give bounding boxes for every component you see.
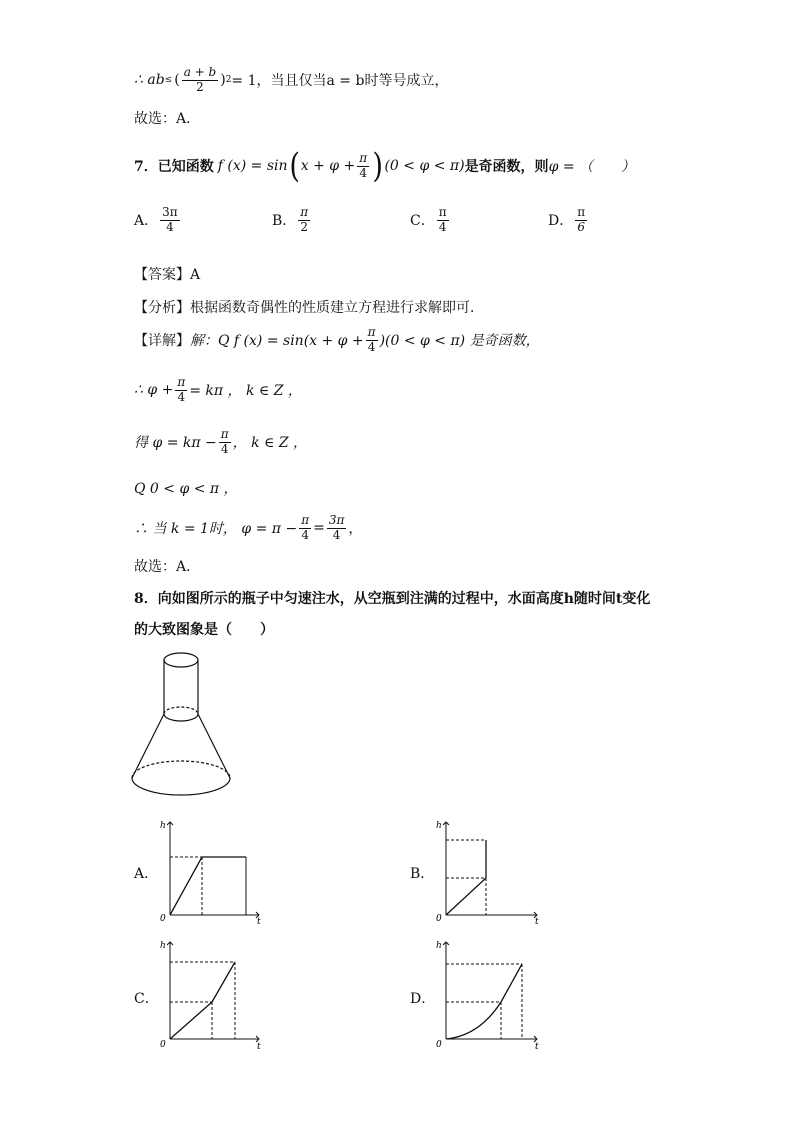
q7-detail-tag: 【详解】 [134, 333, 190, 350]
q7-step1-post: = kπ ， k ∈ Z ， [189, 383, 302, 400]
prev-ab: ∴ ab [134, 72, 165, 89]
q7-step4-num1: π [301, 513, 310, 527]
q7-detail-pre: 解：Q f (x) = sin(x + φ + [190, 333, 364, 350]
q7-detail-frac [366, 326, 378, 355]
q7-answer-value: A [190, 267, 201, 283]
q7-step4-num2: 3π [328, 513, 345, 527]
q7-step2-frac [219, 428, 231, 457]
q8-option-a-label: A． [134, 866, 159, 882]
q7-step4-frac2 [327, 514, 347, 543]
q8-option-b-label: B． [410, 866, 435, 882]
q7-analysis-tag: 【分析】 [134, 300, 190, 316]
q8-option-d-label: D． [410, 991, 436, 1007]
q7-step4 [134, 514, 362, 543]
q7-option-d [548, 206, 589, 235]
q7-analysis-text: 根据函数奇偶性的性质建立方程进行求解即可． [190, 300, 484, 316]
q7-analysis-line [134, 297, 484, 317]
q7-step1-den: 4 [177, 389, 186, 404]
q7-step4-frac1 [299, 514, 311, 543]
graph-b-t: t [535, 917, 539, 924]
q7-detail-line [134, 326, 540, 355]
q7-option-c-frac [437, 206, 449, 235]
q7-option-b-num: π [300, 205, 309, 219]
q7-answer-tag: 【答案】 [134, 267, 190, 283]
q7-inner: x + φ + [300, 158, 356, 174]
q8-option-c-label: C． [134, 991, 159, 1007]
q7-step4-den2: 4 [332, 527, 341, 542]
q7-option-b-den: 2 [300, 219, 309, 234]
q7-detail-frac-den: 4 [367, 339, 376, 354]
q7-option-b [272, 206, 312, 235]
graph-a-o: 0 [160, 914, 166, 924]
graph-b-o: 0 [436, 914, 442, 924]
q7-stem-pre: 7．已知函数 [134, 159, 214, 175]
q7-step4-mid: = [313, 520, 325, 537]
graph-c-o: 0 [160, 1040, 166, 1050]
q7-option-c-num: π [438, 205, 447, 219]
q7-step2-pre: 得 φ = kπ − [134, 435, 217, 452]
q7-option-c-label: C． [410, 213, 435, 230]
q7-step1 [134, 376, 302, 405]
q7-option-a [134, 206, 182, 235]
graph-d-o: 0 [436, 1040, 442, 1050]
prev-frac-den: 2 [196, 79, 204, 94]
q7-inner-frac-den: 4 [359, 165, 368, 180]
q7-big-paren-left: ( [288, 146, 300, 186]
q7-step2-post: ， k ∈ Z ， [232, 435, 308, 452]
prev-paren-open: ( [174, 72, 180, 89]
q7-cond: (0 < φ < π) [384, 158, 465, 174]
q7-step4-pre: ∴ 当 k = 1时， φ = π − [134, 521, 298, 538]
q8-option-a-graph [156, 818, 266, 924]
q7-stem [134, 146, 635, 186]
q7-step1-num: π [177, 375, 186, 389]
q7-final: 故选：A． [134, 559, 201, 575]
prev-frac-num: a + b [183, 65, 217, 79]
q7-step4-den1: 4 [301, 527, 309, 542]
q7-step3: Q 0 < φ < π ， [134, 481, 238, 497]
q7-option-a-frac [160, 206, 180, 235]
q7-option-d-label: D． [548, 213, 574, 230]
q8-option-c-graph [156, 938, 266, 1050]
prev-sup: 2 [225, 75, 232, 86]
q7-answer-line [134, 264, 200, 284]
prev-tail: = 1，当且仅当a = b时等号成立， [231, 73, 449, 90]
q8-option-d-graph [434, 938, 544, 1050]
q7-step4-post: ， [348, 521, 363, 538]
q7-detail-frac-num: π [367, 325, 376, 339]
q7-option-b-label: B． [272, 213, 297, 230]
q8-option-b-graph [434, 818, 544, 924]
prev-sub: ≤ [164, 75, 173, 86]
prev-paren-close: ) [220, 72, 226, 89]
q8-stem-line1: 8．向如图所示的瓶子中匀速注水，从空瓶到注满的过程中，水面高度h随时间t变化 [134, 591, 651, 607]
q7-step1-frac [175, 376, 187, 405]
q7-step2-den: 4 [220, 441, 229, 456]
q7-inner-frac-num: π [359, 150, 368, 165]
q7-option-d-frac [575, 206, 587, 235]
graph-d-h: h [436, 941, 442, 951]
q7-step2 [134, 428, 307, 457]
q7-option-c [410, 206, 451, 235]
q7-inner-frac [357, 152, 369, 181]
q7-big-paren-right: ) [372, 146, 384, 186]
q7-detail-post: )(0 < φ < π) 是奇函数， [379, 333, 540, 350]
q7-phi-eq: φ = （ ） [548, 159, 635, 175]
prev-conclusion-line [134, 66, 448, 95]
prev-answer: 故选：A． [134, 111, 201, 127]
q8-stem-line2: 的大致图象是（ ） [134, 622, 274, 638]
graph-a-t: t [257, 917, 261, 924]
q7-option-b-frac [298, 206, 310, 235]
q7-option-d-den: 6 [577, 219, 585, 234]
q7-stem-post: 是奇函数，则 [464, 159, 549, 175]
graph-a-h: h [160, 821, 166, 831]
bottle-figure [128, 648, 238, 800]
q7-fx: f (x) = sin [217, 158, 288, 174]
prev-fraction [182, 66, 219, 95]
graph-c-t: t [257, 1042, 261, 1050]
q7-option-d-num: π [577, 205, 586, 219]
q7-option-c-den: 4 [438, 219, 447, 234]
graph-b-h: h [436, 821, 442, 831]
q7-option-a-label: A． [134, 213, 159, 230]
graph-d-t: t [535, 1042, 539, 1050]
q7-step2-num: π [220, 427, 229, 441]
q7-step1-pre: ∴ φ + [134, 382, 174, 399]
graph-c-h: h [160, 941, 166, 951]
q7-option-a-num: 3π [162, 205, 178, 219]
q7-option-a-den: 4 [166, 219, 174, 234]
